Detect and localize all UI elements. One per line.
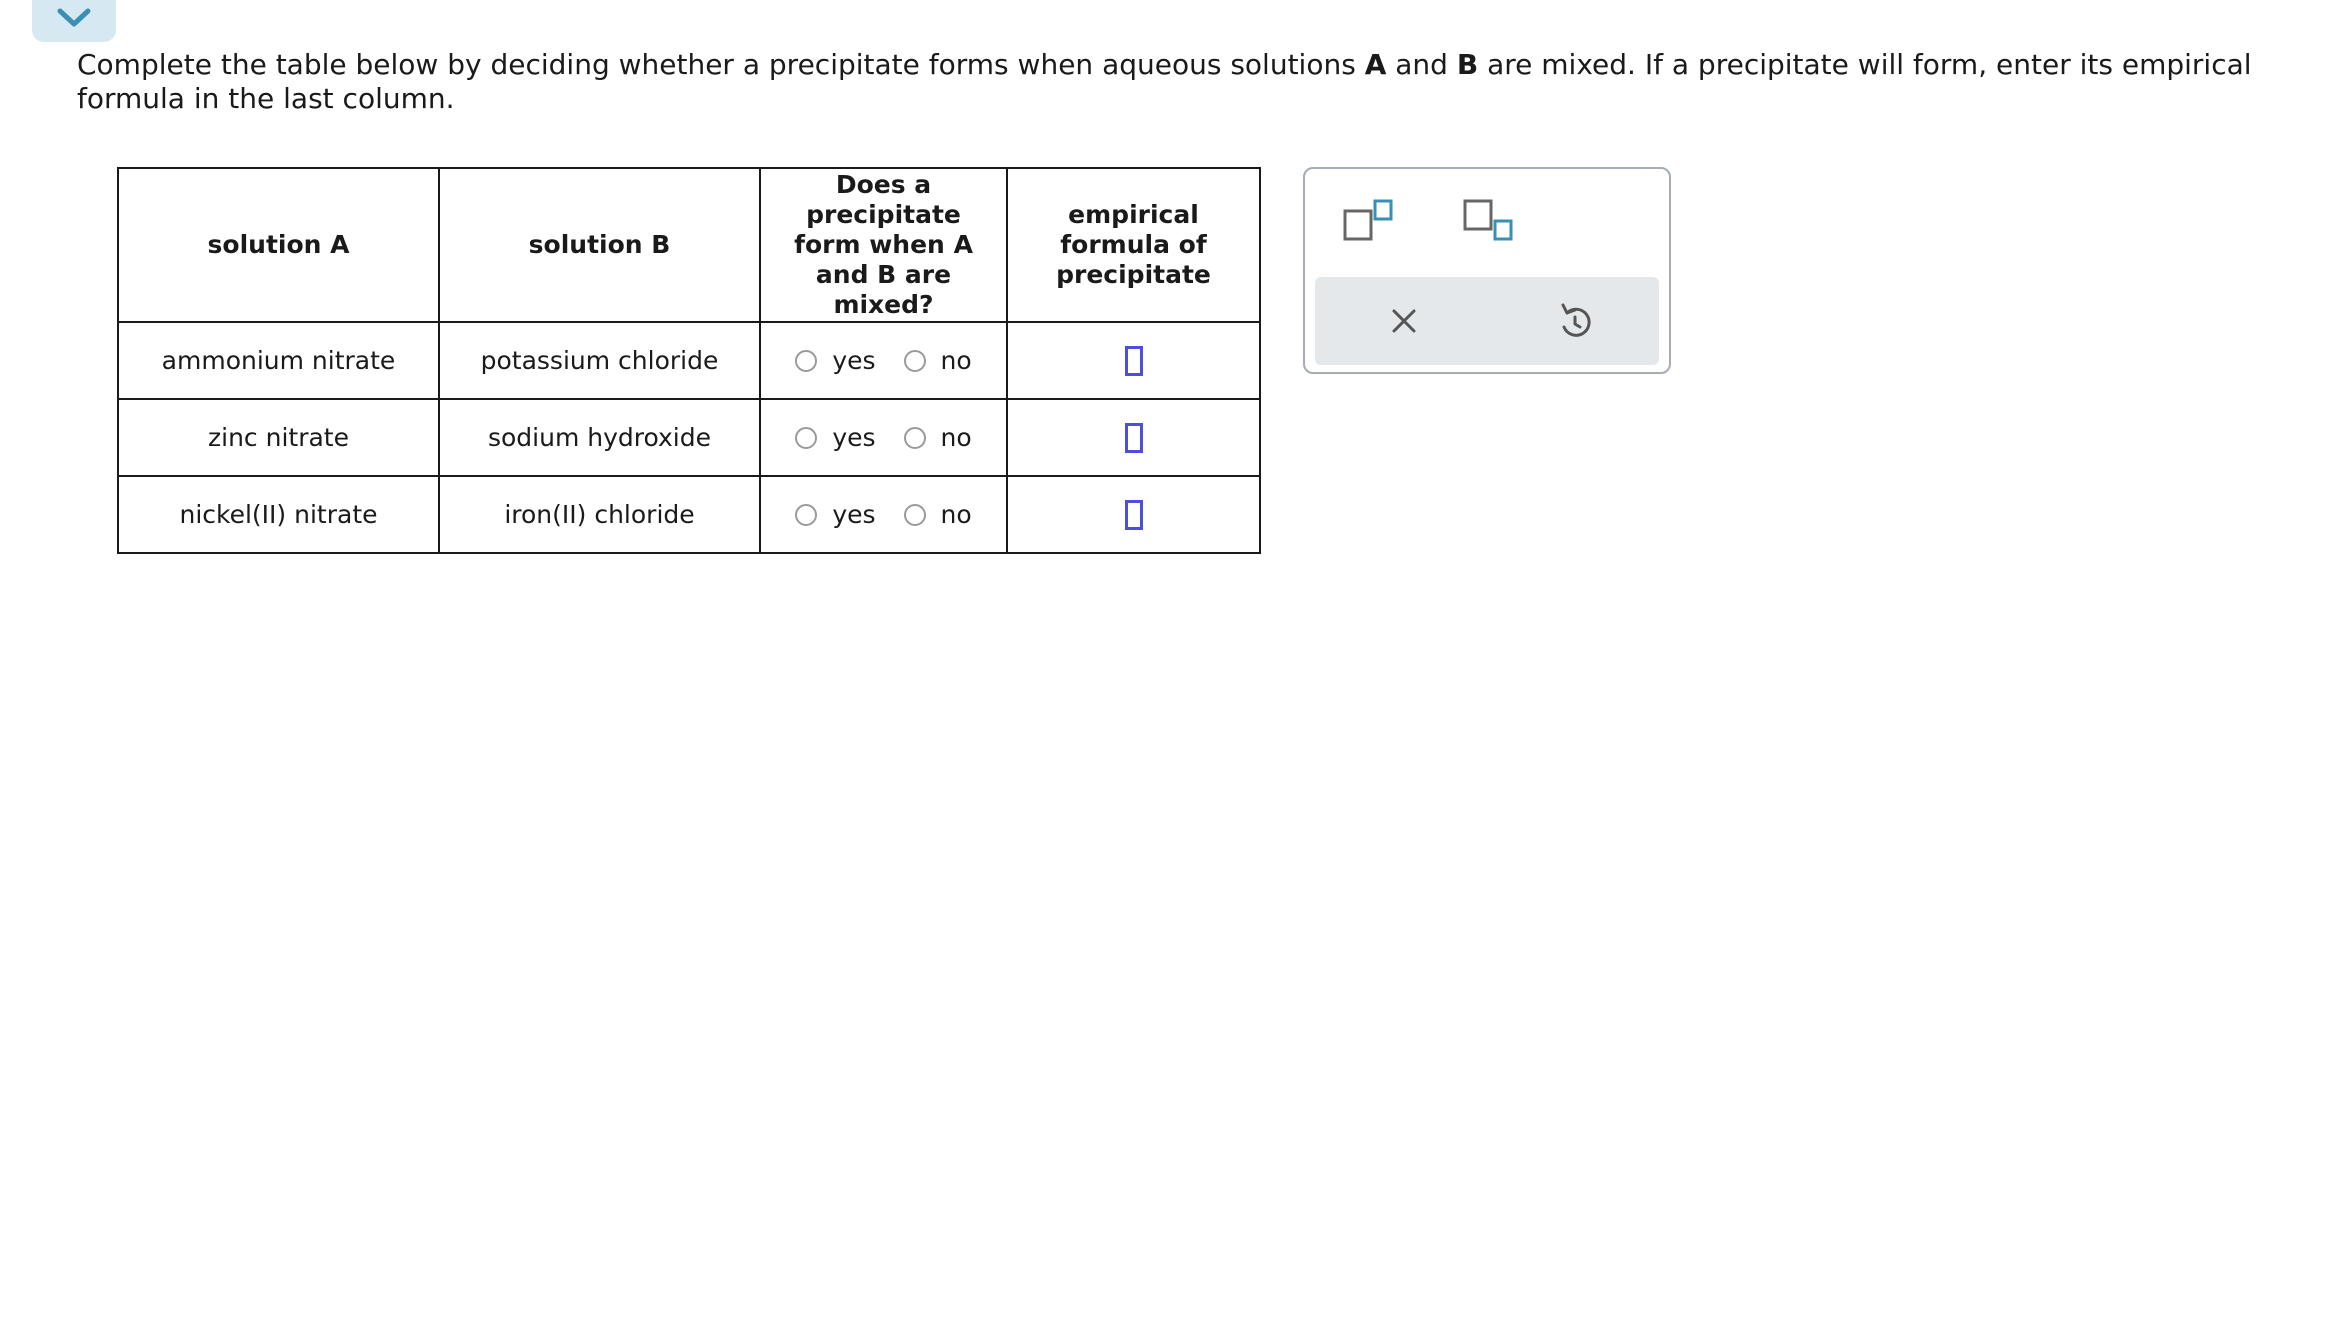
precipitate-choice-cell	[760, 322, 1007, 399]
radio-yes-circle[interactable]	[795, 350, 817, 372]
formula-cell	[1007, 476, 1260, 553]
formula-input[interactable]	[1125, 423, 1143, 453]
chevron-down-icon	[56, 7, 92, 29]
radio-no-label[interactable]: no	[940, 500, 972, 529]
radio-no-circle[interactable]	[904, 427, 926, 449]
radio-no-circle[interactable]	[904, 350, 926, 372]
radio-no[interactable]	[904, 423, 972, 452]
table-row	[118, 399, 1260, 476]
table-row	[118, 322, 1260, 399]
radio-no[interactable]	[904, 500, 972, 529]
bold-solution-a: A	[1364, 48, 1387, 81]
clear-icon	[1385, 302, 1423, 340]
palette-tools	[1305, 169, 1669, 277]
header-precipitate-question: Does a precipitate form when A and B are mixed?	[760, 168, 1007, 322]
subscript-icon	[1463, 199, 1515, 241]
header-solution-a: solution A	[118, 168, 439, 322]
header-empirical-formula: empirical formula of precipitate	[1007, 168, 1260, 322]
precipitate-radio-group	[761, 423, 1006, 452]
solution-b-cell: potassium chloride	[439, 322, 760, 399]
formula-input[interactable]	[1125, 500, 1143, 530]
radio-no[interactable]	[904, 346, 972, 375]
precipitate-choice-cell	[760, 476, 1007, 553]
radio-yes-circle[interactable]	[795, 504, 817, 526]
radio-no-circle[interactable]	[904, 504, 926, 526]
radio-yes-label[interactable]: yes	[832, 423, 876, 452]
radio-yes-circle[interactable]	[795, 427, 817, 449]
radio-no-label[interactable]: no	[940, 346, 972, 375]
formula-palette	[1303, 167, 1671, 374]
header-solution-b: solution B	[439, 168, 760, 322]
solution-a-cell: ammonium nitrate	[118, 322, 439, 399]
superscript-button[interactable]	[1343, 199, 1395, 241]
clear-button[interactable]	[1385, 302, 1423, 340]
radio-yes-label[interactable]: yes	[832, 500, 876, 529]
formula-cell	[1007, 399, 1260, 476]
palette-actions	[1315, 277, 1659, 365]
table-row	[118, 476, 1260, 553]
precipitate-radio-group	[761, 346, 1006, 375]
solution-b-cell: sodium hydroxide	[439, 399, 760, 476]
formula-cell	[1007, 322, 1260, 399]
precipitate-radio-group	[761, 500, 1006, 529]
collapse-toggle[interactable]	[32, 0, 116, 42]
bold-solution-b: B	[1456, 48, 1479, 81]
subscript-button[interactable]	[1463, 199, 1515, 241]
radio-yes[interactable]	[795, 500, 875, 529]
precipitate-choice-cell	[760, 399, 1007, 476]
radio-no-label[interactable]: no	[940, 423, 972, 452]
radio-yes[interactable]	[795, 423, 875, 452]
radio-yes-label[interactable]: yes	[832, 346, 876, 375]
undo-icon	[1555, 299, 1595, 341]
table-header-row	[118, 168, 1260, 322]
superscript-icon	[1343, 199, 1395, 241]
undo-button[interactable]	[1555, 299, 1595, 341]
solution-b-cell: iron(II) chloride	[439, 476, 760, 553]
radio-yes[interactable]	[795, 346, 875, 375]
solution-a-cell: nickel(II) nitrate	[118, 476, 439, 553]
precipitate-table	[117, 167, 1261, 554]
solution-a-cell: zinc nitrate	[118, 399, 439, 476]
formula-input[interactable]	[1125, 346, 1143, 376]
instructions-text: Complete the table below by deciding whether a precipitate forms when aqueous solutions A and B are mixed. If a precipitate will form, enter its empirical formula in the last column.	[77, 48, 2252, 115]
